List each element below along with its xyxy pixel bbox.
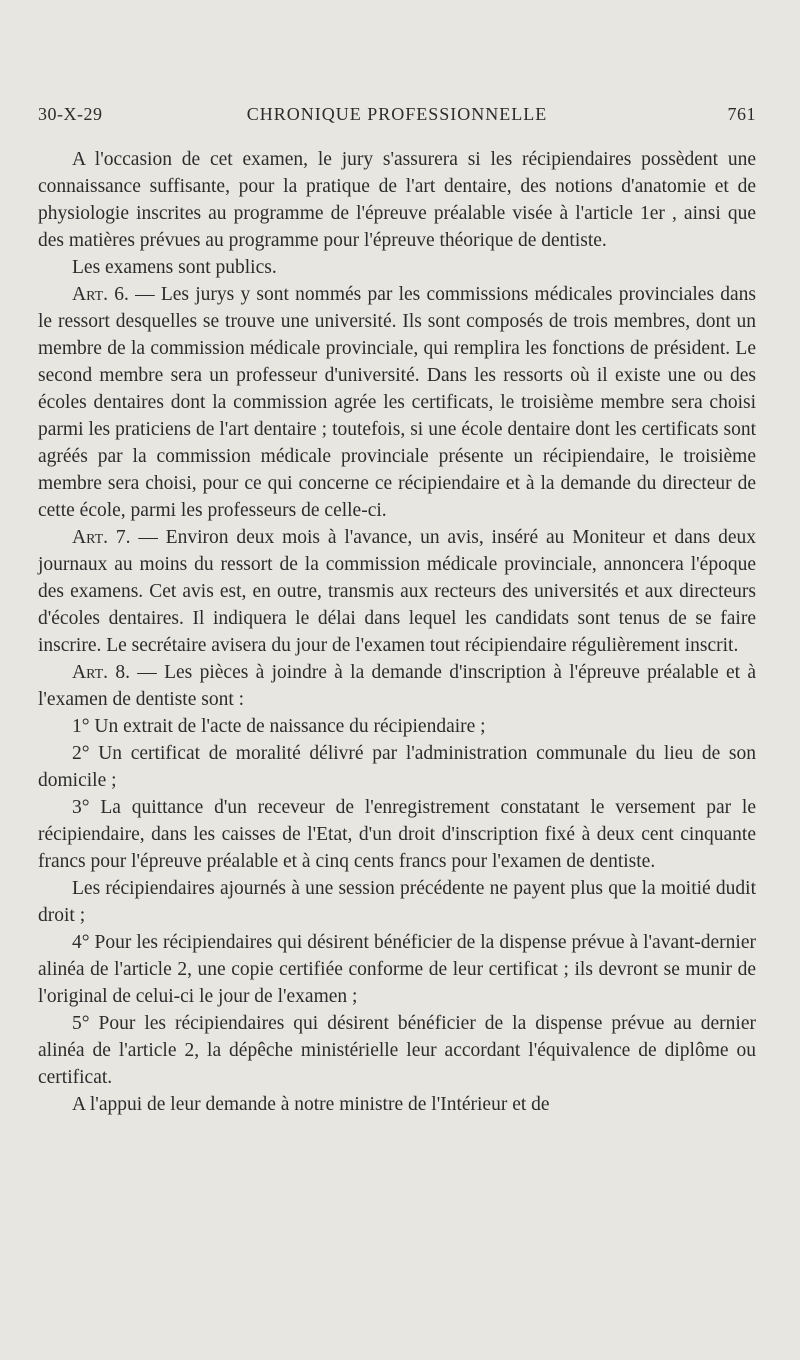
- article-label: Art.: [72, 662, 109, 683]
- body-text: [38, 146, 756, 1118]
- article-label: Art.: [72, 284, 109, 305]
- paragraph-last: A l'appui de leur demande à notre ministre de l'Intérieur et de: [72, 1094, 550, 1115]
- paragraph-2: Les examens sont publics.: [72, 257, 277, 278]
- page-number: 761: [727, 104, 756, 124]
- article-number: 7. —: [115, 527, 158, 548]
- list-item-4: 4° Pour les récipiendaires qui désirent bénéficier de la dispense prévue à l'avant-dernier alinéa de l'article 2, une copie certifiée conforme de leur certificat ; ils devront se munir de l'original de celui-ci le jour de l'examen ;: [38, 932, 756, 1007]
- list-item-1: 1° Un extrait de l'acte de naissance du récipiendaire ;: [72, 716, 486, 737]
- list-item-5: 5° Pour les récipiendaires qui désirent bénéficier de la dispense prévue au dernier alinéa de l'article 2, la dépêche ministérielle leur accordant l'équivalence de diplôme ou certificat.: [38, 1013, 756, 1088]
- article-number: 6. —: [114, 284, 155, 305]
- header-section-title: CHRONIQUE PROFESSIONNELLE: [246, 104, 548, 124]
- list-item-2: 2° Un certificat de moralité délivré par l'administration communale du lieu de son domicile ;: [38, 743, 756, 791]
- article-7: Art. 7. — Environ deux mois à l'avance, un avis, inséré au Moniteur et dans deux journaux au moins du ressort de la commission médicale provinciale, annoncera l'époque des examens. Cet avis est, en outre, transmis aux recteurs des universités et aux directeurs d'écoles dentaires. Il indiquera le délai dans lequel les candidats sont tenus de se faire inscrire. Le secrétaire avisera du jour de l'examen tout récipiendaire régulièrement inscrit.: [38, 527, 757, 656]
- article-label: Art.: [72, 527, 109, 548]
- article-8: Art. 8. — Les pièces à joindre à la demande d'inscription à l'épreuve préalable et à l'examen de dentiste sont :: [38, 662, 757, 710]
- header-date: 30-X-29: [38, 104, 103, 124]
- list-item-3: 3° La quittance d'un receveur de l'enregistrement constatant le versement par le récipiendaire, dans les caisses de l'Etat, d'un droit d'inscription fixé à deux cent cinquante francs pour l'épreuve préalable et à cinq cents francs pour l'examen de dentiste.: [38, 797, 756, 872]
- running-head: [38, 104, 756, 132]
- paragraph-fee-note: Les récipiendaires ajournés à une session précédente ne payent plus que la moitié dudit droit ;: [38, 878, 756, 926]
- article-number: 8. —: [115, 662, 157, 683]
- article-6: Art. 6. — Les jurys y sont nommés par les commissions médicales provinciales dans le ressort desquelles se trouve une université. Ils sont composés de trois membres, dont un membre de la commission médicale provinciale, qui remplira les fonctions de président. Le second membre sera un professeur d'université. Dans les ressorts où il existe une ou des écoles dentaires dont la commission agrée les certificats, le troisième membre sera choisi parmi les praticiens de l'art dentaire ; toutefois, si une école dentaire dont les certificats sont agréés par la commission médicale provinciale présente un récipiendaire, le troisième membre sera choisi, pour ce qui concerne ce récipiendaire et à la demande du directeur de cette école, parmi les professeurs de celle-ci.: [38, 284, 757, 521]
- paragraph-1: A l'occasion de cet examen, le jury s'assurera si les récipiendaires possèdent une connaissance suffisante, pour la pratique de l'art dentaire, des notions d'anatomie et de physiologie inscrites au programme de l'épreuve préalable visée à l'article 1er , ainsi que des matières prévues au programme pour l'épreuve théorique de dentiste.: [38, 149, 756, 251]
